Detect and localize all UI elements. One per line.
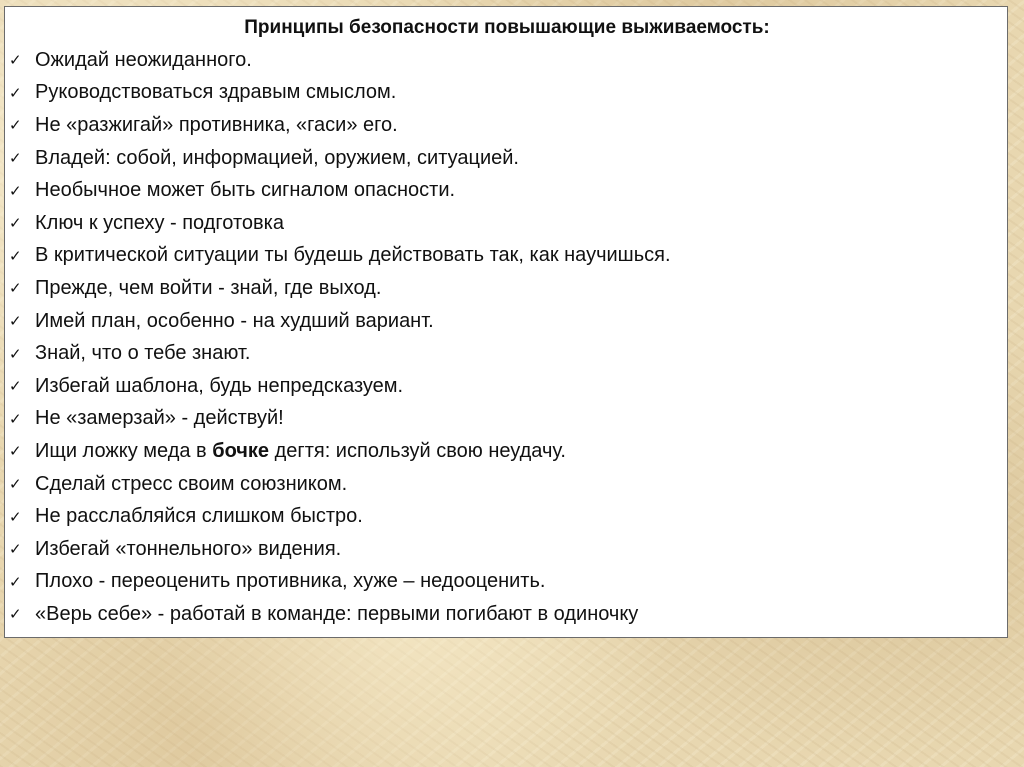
list-item (5, 403, 671, 436)
list-item-text: Плохо - переоценить противника, хуже – недооценить. (35, 570, 546, 593)
list-item-text: Руководствоваться здравым смыслом. (35, 81, 397, 104)
list-item (5, 174, 671, 207)
checkmark-icon: ✓ (9, 313, 22, 331)
checkmark-icon: ✓ (9, 52, 22, 70)
list-item-text: Ожидай неожиданного. (35, 48, 252, 71)
list-item (5, 533, 671, 566)
list-item (5, 468, 671, 501)
list-item (5, 370, 671, 403)
list-item-text: Избегай шаблона, будь непредсказуем. (35, 374, 404, 397)
checkmark-icon: ✓ (9, 215, 22, 233)
list-item (5, 566, 671, 599)
page-title: Принципы безопасности повышающие выживаемость: (244, 17, 770, 38)
list-item-text-end: дегтя: используй свою неудачу. (269, 439, 566, 462)
checkmark-icon: ✓ (9, 410, 22, 428)
list-item-text: Имей план, особенно - на худший вариант. (35, 309, 434, 332)
checkmark-icon: ✓ (9, 606, 22, 624)
list-item-text: Избегай «тоннельного» видения. (35, 537, 342, 560)
checkmark-icon: ✓ (9, 573, 22, 591)
list-item (5, 109, 671, 142)
checkmark-icon: ✓ (9, 443, 22, 461)
checkmark-icon: ✓ (9, 378, 22, 396)
list-item-text: Прежде, чем войти - знай, где выход. (35, 276, 382, 299)
list-item-emphasis: бочке (212, 439, 270, 462)
list-item (5, 598, 671, 631)
list-item (5, 77, 671, 110)
list-item-text: «Верь себе» - работай в команде: первыми погибают в одиночку (35, 602, 639, 625)
list-item-text: Сделай стресс своим союзником. (35, 472, 348, 495)
checkmark-icon: ✓ (9, 117, 22, 135)
list-item-text: Не «разжигай» противника, «гаси» его. (35, 113, 398, 136)
checkmark-icon: ✓ (9, 247, 22, 265)
content-panel (4, 6, 1008, 638)
list-item (5, 435, 671, 468)
list-item (5, 142, 671, 175)
checkmark-icon: ✓ (9, 476, 22, 494)
principles-list (5, 44, 671, 631)
checkmark-icon: ✓ (9, 84, 22, 102)
list-item-text: В критической ситуации ты будешь действовать так, как научишься. (35, 244, 671, 267)
list-item-text: Владей: собой, информацией, оружием, ситуацией. (35, 146, 519, 169)
list-item-text: Ключ к успеху - подготовка (35, 211, 284, 234)
list-item-text-start: Ищи ложку меда в (35, 439, 213, 462)
list-item (5, 272, 671, 305)
checkmark-icon: ✓ (9, 280, 22, 298)
checkmark-icon: ✓ (9, 541, 22, 559)
list-item-text (35, 440, 566, 463)
list-item-text: Знай, что о тебе знают. (35, 342, 251, 365)
list-item (5, 337, 671, 370)
list-item (5, 44, 671, 77)
checkmark-icon: ✓ (9, 150, 22, 168)
list-item (5, 207, 671, 240)
list-item-text: Необычное может быть сигналом опасности. (35, 179, 456, 202)
checkmark-icon: ✓ (9, 182, 22, 200)
list-item (5, 305, 671, 338)
list-item-text: Не расслабляйся слишком быстро. (35, 505, 363, 528)
list-item-text: Не «замерзай» - действуй! (35, 407, 284, 430)
list-item (5, 500, 671, 533)
list-item (5, 240, 671, 273)
checkmark-icon: ✓ (9, 508, 22, 526)
checkmark-icon: ✓ (9, 345, 22, 363)
